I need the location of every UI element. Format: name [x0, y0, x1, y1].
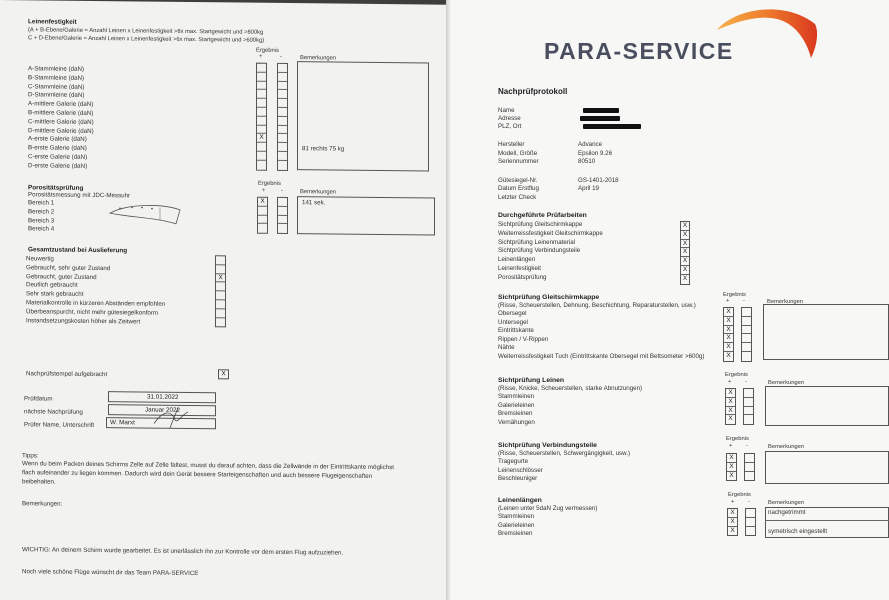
leinen-r-row-label: Bremsleinen — [498, 410, 533, 418]
durch-checkbox[interactable]: X — [682, 222, 688, 229]
leinen-minus-column — [277, 63, 288, 171]
durch-row-label: Leinenlängen — [498, 256, 536, 264]
leinen-row-label: A-Stammleine (daN) — [28, 65, 85, 73]
durch-checkbox[interactable]: X — [682, 257, 688, 265]
durch-row-label: Weiterreissfestigkeit Gleitschirmkappe — [498, 229, 603, 237]
poro-minus-checkbox[interactable] — [278, 216, 287, 225]
leinen-r-ergebnis-label: Ergebnis — [725, 372, 748, 378]
name-redacted — [583, 108, 619, 113]
leinen-r-bemerkungen-label: Bemerkungen — [768, 380, 805, 386]
kappe-minus-column — [741, 307, 752, 362]
leinen-r-subtitle: (Risse, Knicke, Scheuerstellen, starke Abnutzungen) — [498, 385, 643, 392]
para-service-logo: PARA-SERVICE — [544, 38, 734, 64]
stempel-label: Nachprüfstempel aufgebracht — [26, 370, 108, 379]
leinen-row-label: D-mittlere Galerie (daN) — [28, 126, 94, 135]
leinen-remarks-box — [297, 61, 429, 171]
verbind-plus-label: + — [729, 443, 733, 449]
poro-remark: 141 sek. — [302, 199, 326, 207]
kappe-plus-checkbox[interactable]: X — [724, 317, 733, 326]
leinen-plus-label: + — [259, 53, 263, 60]
durch-row-label: Sichtprüfung Gleitschirmkappe — [498, 221, 583, 228]
leinen-plus-checkbox[interactable] — [257, 116, 266, 125]
leinen-plus-checkbox[interactable]: X — [257, 134, 266, 143]
durch-row-label: Leinenfestigkeit — [498, 265, 541, 272]
verbind-title: Sichtprüfung Verbindungsteile — [498, 442, 597, 449]
durch-checkbox[interactable]: X — [682, 230, 688, 238]
gesamt-title: Gesamtzustand bei Auslieferung — [28, 246, 128, 255]
gesamt-marks-column — [215, 255, 226, 327]
poro-ergebnis-label: Ergebnis — [258, 180, 281, 187]
naechste-value: Januar 2022 — [145, 406, 181, 414]
gruss-text: Noch viele schöne Flüge wünscht dir das Team PARA-SERVICE — [22, 568, 199, 578]
verbind-row-label: Tragegurte — [498, 458, 529, 465]
kappe-row-label: Untersegel — [498, 318, 528, 326]
leinen-minus-checkbox[interactable] — [278, 73, 287, 82]
gesamt-row-label: Instandsetzungskosten höher als Zeitwert — [26, 316, 141, 326]
poro-minus-label: - — [281, 187, 283, 194]
gesamt-checkbox[interactable] — [216, 291, 225, 300]
leinen-title: Leinenfestigkeit — [28, 18, 77, 26]
leinen-row-label: C-Stammleine (daN) — [28, 82, 85, 91]
laengen-plus-checkbox[interactable]: X — [728, 509, 737, 518]
kappe-minus-checkbox[interactable] — [742, 326, 751, 335]
leinen-r-minus-column — [743, 388, 754, 425]
laengen-title: Leinenlängen — [498, 497, 542, 504]
leinen-r-row-label: Vernähungen — [498, 418, 535, 426]
hersteller-label: Hersteller — [498, 141, 525, 148]
kappe-plus-checkbox[interactable]: X — [724, 343, 733, 352]
poro-title: Porositätsprüfung — [28, 184, 84, 192]
gesamt-row-label: Überbeanspurcht, nicht mehr gütesiegelkonform — [26, 308, 159, 317]
leinen-ergebnis-label: Ergebnis — [256, 47, 279, 54]
kappe-remarks-box — [763, 304, 889, 360]
leinen-row-label: D-Stammleine (daN) — [28, 91, 85, 100]
verbind-row-label: Leinenschlösser — [498, 466, 543, 474]
kappe-minus-checkbox[interactable] — [742, 352, 751, 361]
plz-redacted — [583, 124, 641, 129]
gesamt-checkbox[interactable] — [216, 309, 225, 318]
laengen-plus-checkbox[interactable]: X — [728, 518, 737, 527]
leinen-minus-checkbox[interactable] — [278, 64, 287, 73]
gesamt-row-label: Gebraucht, guter Zustand — [26, 272, 97, 281]
tipps-line1: Wenn du beim Packen deines Schirms Zelle auf Zelle faltest, musst du darauf achten, dass die Zellwände in der Eintrittskante möglichst — [22, 460, 395, 472]
kappe-minus-checkbox[interactable] — [742, 308, 751, 317]
leinen-minus-checkbox[interactable] — [278, 82, 287, 91]
laengen-minus-checkbox[interactable] — [746, 518, 755, 527]
guete-nr-label: Gütesiegel-Nr. — [498, 177, 538, 184]
laengen-minus-checkbox[interactable] — [746, 509, 755, 518]
verbind-row-label: Beschleuniger — [498, 475, 538, 483]
gesamt-checkbox[interactable] — [216, 300, 225, 309]
plz-label: PLZ, Ort — [498, 123, 522, 130]
gesamt-checkbox[interactable] — [216, 318, 225, 327]
kappe-bemerkungen-label: Bemerkungen — [767, 299, 804, 305]
leinen-r-minus-checkbox[interactable] — [744, 398, 753, 407]
hersteller-value: Advance — [578, 141, 603, 148]
pruefer-label: Prüfer Name, Unterschrift — [24, 421, 95, 429]
adresse-label: Adresse — [498, 115, 521, 122]
tipps-line2: flach aufeinander zu liegen kommen. Dadurch wird dein Gerät bessere Starteigenschaften und auch bessere Flugeigenschaften — [22, 469, 373, 480]
leinen-plus-checkbox[interactable] — [257, 90, 266, 99]
poro-minus-column — [277, 197, 288, 234]
laengen-plus-label: + — [731, 499, 735, 505]
verbind-minus-label: - — [746, 443, 748, 449]
poro-row-label: Bereich 2 — [28, 208, 55, 216]
adresse-redacted — [580, 116, 620, 121]
durch-checkbox[interactable]: X — [682, 274, 688, 282]
poro-row-label: Bereich 3 — [28, 216, 55, 225]
poro-plus-checkbox[interactable]: X — [258, 198, 267, 207]
signature-icon — [150, 406, 195, 432]
leinen-minus-checkbox[interactable] — [278, 161, 287, 170]
verbind-plus-checkbox[interactable]: X — [727, 463, 736, 472]
verbind-subtitle: (Risse, Scheuerstellen, Schwergängigkeit, usw.) — [498, 450, 631, 457]
gesamt-row-label: Materialkontrolle in kürzeren Abständen empfohlen — [26, 299, 166, 308]
leinen-plus-checkbox[interactable] — [257, 152, 266, 161]
kappe-plus-column — [723, 307, 734, 362]
protocol-title: Nachprüfprotokoll — [498, 87, 568, 96]
poro-row-label: Bereich 4 — [28, 225, 55, 233]
gesamt-row-label: Gebraucht, sehr guter Zustand — [26, 264, 111, 272]
modell-label: Modell, Größe — [498, 150, 538, 157]
leinen-r-title: Sichtprüfung Leinen — [498, 377, 565, 384]
gesamt-checkbox[interactable] — [216, 283, 225, 292]
leinen-plus-checkbox[interactable] — [257, 125, 266, 134]
leinen-note-cd: C + D-Ebene/Galerie = Anzahl Leinen x Leinenfestigkeit >6x max. Startgewicht und >600kg) — [28, 35, 265, 44]
laengen-plus-checkbox[interactable]: X — [730, 526, 735, 534]
gesamt-row-label: Sehr stark gebraucht — [26, 290, 84, 299]
leinen-plus-checkbox[interactable] — [257, 143, 266, 152]
laengen-ergebnis-label: Ergebnis — [728, 492, 751, 498]
poro-minus-checkbox[interactable] — [278, 207, 287, 216]
leinen-r-plus-column — [725, 388, 736, 425]
laengen-subtitle: (Leinen unter 5daN Zug vermessen) — [498, 505, 598, 512]
leinen-row-label: B-Stammleine (daN) — [28, 74, 85, 82]
durch-checkbox[interactable]: X — [682, 239, 688, 247]
kappe-minus-label: - — [743, 298, 745, 304]
poro-minus-checkbox[interactable] — [278, 198, 287, 207]
leinen-r-row-label: Galerieleinen — [498, 401, 535, 409]
kappe-row-label: Obersegel — [498, 310, 527, 317]
kappe-plus-checkbox[interactable]: X — [724, 326, 733, 335]
leinen-r-minus-checkbox[interactable] — [744, 389, 753, 398]
leinen-plus-checkbox[interactable] — [257, 72, 266, 81]
laengen-row-label: Galerieleinen — [498, 521, 535, 529]
leinen-plus-checkbox[interactable] — [257, 99, 266, 108]
durch-row-label: Sichtprüfung Verbindungsteile — [498, 247, 581, 255]
right-page — [450, 0, 889, 600]
leinen-remark: 81 rechts 75 kg — [302, 145, 345, 153]
kappe-row-label: Eintrittskante — [498, 327, 534, 335]
tipps-title: Tipps: — [22, 452, 39, 460]
laengen-remarks-divider — [765, 520, 889, 521]
kappe-minus-checkbox[interactable] — [742, 343, 751, 352]
gesamt-row-label: Neuwertig — [26, 255, 54, 263]
verbind-plus-column — [726, 453, 737, 481]
leinen-plus-checkbox[interactable] — [257, 64, 266, 73]
leinen-r-minus-checkbox[interactable] — [744, 407, 753, 416]
verbind-plus-checkbox[interactable]: X — [727, 454, 736, 463]
durch-marks-column — [680, 221, 690, 285]
leinen-row-label: A-erste Galerie (daN) — [28, 135, 87, 144]
poro-plus-checkbox[interactable] — [258, 215, 267, 224]
leinen-r-plus-label: + — [728, 379, 732, 385]
kappe-row-label: Weiterreissfestigkeit Tuch (Eintrittskante Obersegel mit Bettsometer >600g) — [498, 353, 705, 360]
verbind-bemerkungen-label: Bemerkungen — [768, 444, 805, 450]
poro-minus-checkbox[interactable] — [278, 224, 287, 233]
laengen-remark1: nachgetrimmt — [768, 509, 806, 516]
gesamt-checkbox[interactable] — [216, 265, 225, 274]
leinen-row-label: C-mittlere Galerie (daN) — [28, 118, 94, 126]
leinen-minus-checkbox[interactable] — [278, 143, 287, 152]
serie-value: 80510 — [578, 158, 596, 165]
leinen-row-label: B-mittlere Galerie (daN) — [28, 109, 94, 117]
laengen-minus-label: - — [748, 499, 750, 505]
verbind-minus-checkbox[interactable] — [745, 472, 754, 481]
laengen-remark2: symetrisch eingestellt — [768, 528, 828, 535]
poro-plus-column — [257, 197, 268, 234]
leinen-row-label: A-mittlere Galerie (daN) — [28, 100, 94, 109]
leinen-note-ab: (A + B-Ebene/Galerie = Anzahl Leinen x Leinenfestigkeit >8x max. Startgewicht und >800kg — [28, 27, 264, 36]
erstflug-value: April 19 — [578, 185, 599, 192]
leinen-minus-checkbox[interactable] — [278, 117, 287, 126]
pruefdatum-label: Prüfdatum — [24, 395, 53, 403]
kappe-plus-checkbox[interactable]: X — [724, 308, 733, 317]
verbind-minus-checkbox[interactable] — [745, 463, 754, 472]
name-label: Name — [498, 107, 515, 114]
leinen-minus-checkbox[interactable] — [278, 152, 287, 161]
kappe-row-label: Rippen / V-Rippen — [498, 335, 549, 343]
kappe-title: Sichtprüfung Gleitschirmkappe — [498, 294, 600, 301]
pruefdatum-field[interactable] — [108, 391, 216, 403]
leinen-r-plus-checkbox[interactable]: X — [726, 389, 735, 398]
laengen-minus-column — [745, 508, 756, 536]
laengen-bemerkungen-label: Bemerkungen — [768, 500, 805, 506]
leinen-bemerkungen-label: Bemerkungen — [300, 55, 337, 62]
leinen-minus-checkbox[interactable] — [278, 90, 287, 99]
bemerkungen-label: Bemerkungen: — [22, 500, 63, 508]
leinen-r-plus-checkbox[interactable]: X — [728, 415, 733, 423]
verbind-ergebnis-label: Ergebnis — [726, 436, 749, 442]
durch-row-label: Sichtprüfung Leinenmaterial — [498, 238, 576, 246]
durch-row-label: Porositätsprüfung — [498, 273, 547, 281]
wichtig-text: WICHTIG: An deinem Schirm wurde gearbeitet. Es ist unerlässlich ihn zur Kontrolle vor dem ersten Flug aufzuziehen. — [22, 546, 344, 557]
letzter-check-label: Letzter Check — [498, 194, 537, 201]
leinen-plus-checkbox[interactable] — [257, 108, 266, 117]
verbind-minus-checkbox[interactable] — [745, 454, 754, 463]
gesamt-checkbox[interactable] — [216, 256, 225, 265]
gesamt-row-label: Deutlich gebraucht — [26, 281, 78, 290]
poro-plus-label: + — [262, 187, 266, 194]
leinen-r-remarks-box — [765, 386, 889, 426]
leinen-row-label: C-erste Galerie (daN) — [28, 153, 88, 161]
leinen-r-row-label: Stammleinen — [498, 393, 535, 400]
leinen-minus-checkbox[interactable] — [278, 125, 287, 134]
pruefdatum-value: 31.01.2022 — [147, 393, 179, 401]
laengen-plus-column — [727, 508, 738, 536]
leinen-r-plus-checkbox[interactable]: X — [726, 398, 735, 407]
poro-bemerkungen-label: Bemerkungen — [300, 189, 337, 196]
verbind-plus-checkbox[interactable]: X — [729, 471, 734, 479]
leinen-row-label: B-erste Galerie (daN) — [28, 144, 87, 153]
leinen-row-label: D-erste Galerie (daN) — [28, 162, 88, 170]
kappe-ergebnis-label: Ergebnis — [723, 292, 746, 298]
erstflug-label: Datum Erstflug — [498, 185, 539, 192]
serie-label: Seriennummer — [498, 158, 539, 165]
pruefer-value: W. Marxt — [110, 419, 135, 427]
modell-value: Epsilon 9.26 — [578, 150, 613, 157]
leinen-r-minus-checkbox[interactable] — [744, 415, 753, 424]
poro-subtitle: Porositätsmessung mit JDC-Messuhr — [28, 191, 131, 200]
poro-row-label: Bereich 1 — [28, 199, 55, 207]
poro-plus-checkbox[interactable] — [258, 206, 267, 215]
verbind-minus-column — [744, 453, 755, 481]
leinen-plus-checkbox[interactable] — [257, 160, 266, 169]
leinen-r-minus-label: - — [745, 379, 747, 385]
poro-plus-checkbox[interactable] — [258, 224, 267, 233]
laengen-row-label: Bremsleinen — [498, 530, 533, 538]
kappe-plus-checkbox[interactable]: X — [726, 351, 731, 359]
leinen-minus-label: - — [280, 53, 282, 60]
kappe-minus-checkbox[interactable] — [742, 317, 751, 326]
leinen-minus-checkbox[interactable] — [278, 134, 287, 143]
stempel-checkbox[interactable]: X — [218, 369, 229, 379]
leinen-minus-checkbox[interactable] — [278, 99, 287, 108]
leinen-minus-checkbox[interactable] — [278, 108, 287, 117]
laengen-minus-checkbox[interactable] — [746, 527, 755, 536]
durch-checkbox[interactable]: X — [682, 265, 688, 273]
durch-checkbox[interactable]: X — [682, 248, 688, 256]
kappe-plus-label: + — [726, 298, 730, 304]
leinen-plus-column — [256, 63, 267, 171]
durch-title: Durchgeführte Prüfarbeiten — [498, 212, 587, 219]
tipps-line3: beibehalten. — [22, 478, 56, 486]
kappe-subtitle: (Risse, Scheuerstellen, Dehnung, Beschichtung, Reparaturstellen, usw.) — [498, 302, 696, 309]
leinen-r-plus-checkbox[interactable]: X — [726, 407, 735, 416]
wing-diagram-icon — [108, 199, 188, 230]
leinen-plus-checkbox[interactable] — [257, 81, 266, 90]
naechste-label: nächste Nachprüfung — [24, 408, 83, 416]
kappe-row-label: Nähte — [498, 344, 515, 352]
verbind-remarks-box — [765, 451, 889, 484]
gesamt-checkbox[interactable]: X — [216, 274, 225, 283]
kappe-minus-checkbox[interactable] — [742, 334, 751, 343]
laengen-row-label: Stammleinen — [498, 513, 535, 520]
guete-nr-value: GS-1401-2018 — [578, 177, 619, 184]
kappe-plus-checkbox[interactable]: X — [724, 334, 733, 343]
